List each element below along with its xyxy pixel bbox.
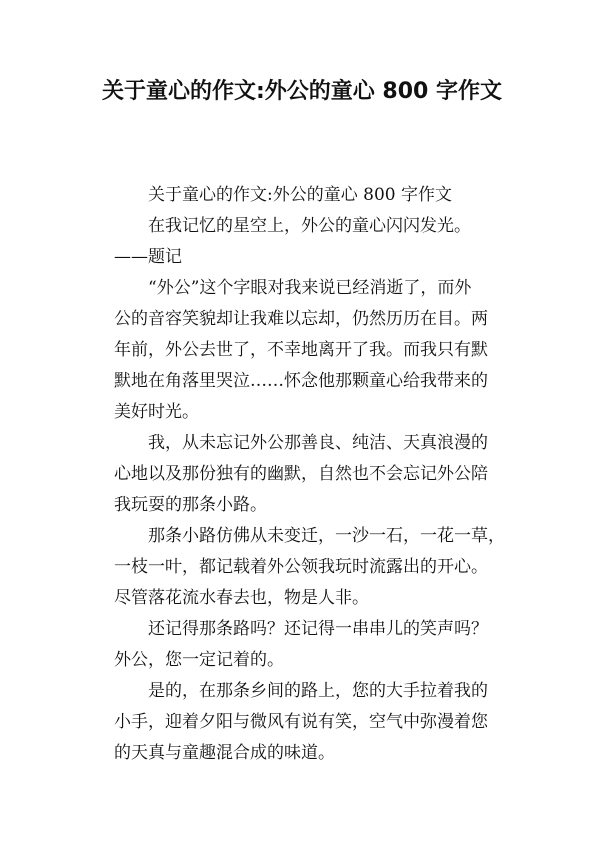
epigraph-attribution: ——题记 [114,247,182,267]
paragraph-line: 年前，外公去世了，不幸地离开了我。而我只有默 [114,340,488,360]
paragraph-line: 外公，您一定记着的。 [114,650,284,670]
paragraph-line: 小手，迎着夕阳与微风有说有笑，空气中弥漫着您 [114,712,488,732]
article-body [114,180,504,769]
paragraph-line: 默地在角落里哭泣……怀念他那颗童心给我带来的 [114,371,488,391]
paragraph-line: “外公”这个字眼对我来说已经消逝了，而外 [148,278,472,298]
paragraph-line: 尽管落花流水春去也，物是人非。 [114,588,369,608]
paragraph-line: 心地以及那份独有的幽默，自然也不会忘记外公陪 [114,464,488,484]
epigraph-line: 在我记忆的星空上，外公的童心闪闪发光。 [148,216,471,236]
paragraph-line: 还记得那条路吗？还记得一串串儿的笑声吗？ [148,619,488,639]
paragraph-line: 的天真与童趣混合成的味道。 [114,743,335,763]
document-title: 关于童心的作文:外公的童心 800 字作文 [101,79,503,104]
paragraph-line: 那条小路仿佛从未变迁，一沙一石，一花一草， [148,526,505,546]
paragraph-line: 我，从未忘记外公那善良、纯洁、天真浪漫的 [148,433,488,453]
paragraph-line: 我玩耍的那条小路。 [114,495,267,515]
paragraph-line: 公的音容笑貌却让我难以忘却，仍然历历在目。两 [114,309,488,329]
subtitle-line: 关于童心的作文:外公的童心 800 字作文 [148,185,452,205]
paragraph-line: 一枝一叶，都记载着外公领我玩时流露出的开心。 [114,557,488,577]
paragraph-line: 美好时光。 [114,402,199,422]
paragraph-line: 是的，在那条乡间的路上，您的大手拉着我的 [148,681,488,701]
